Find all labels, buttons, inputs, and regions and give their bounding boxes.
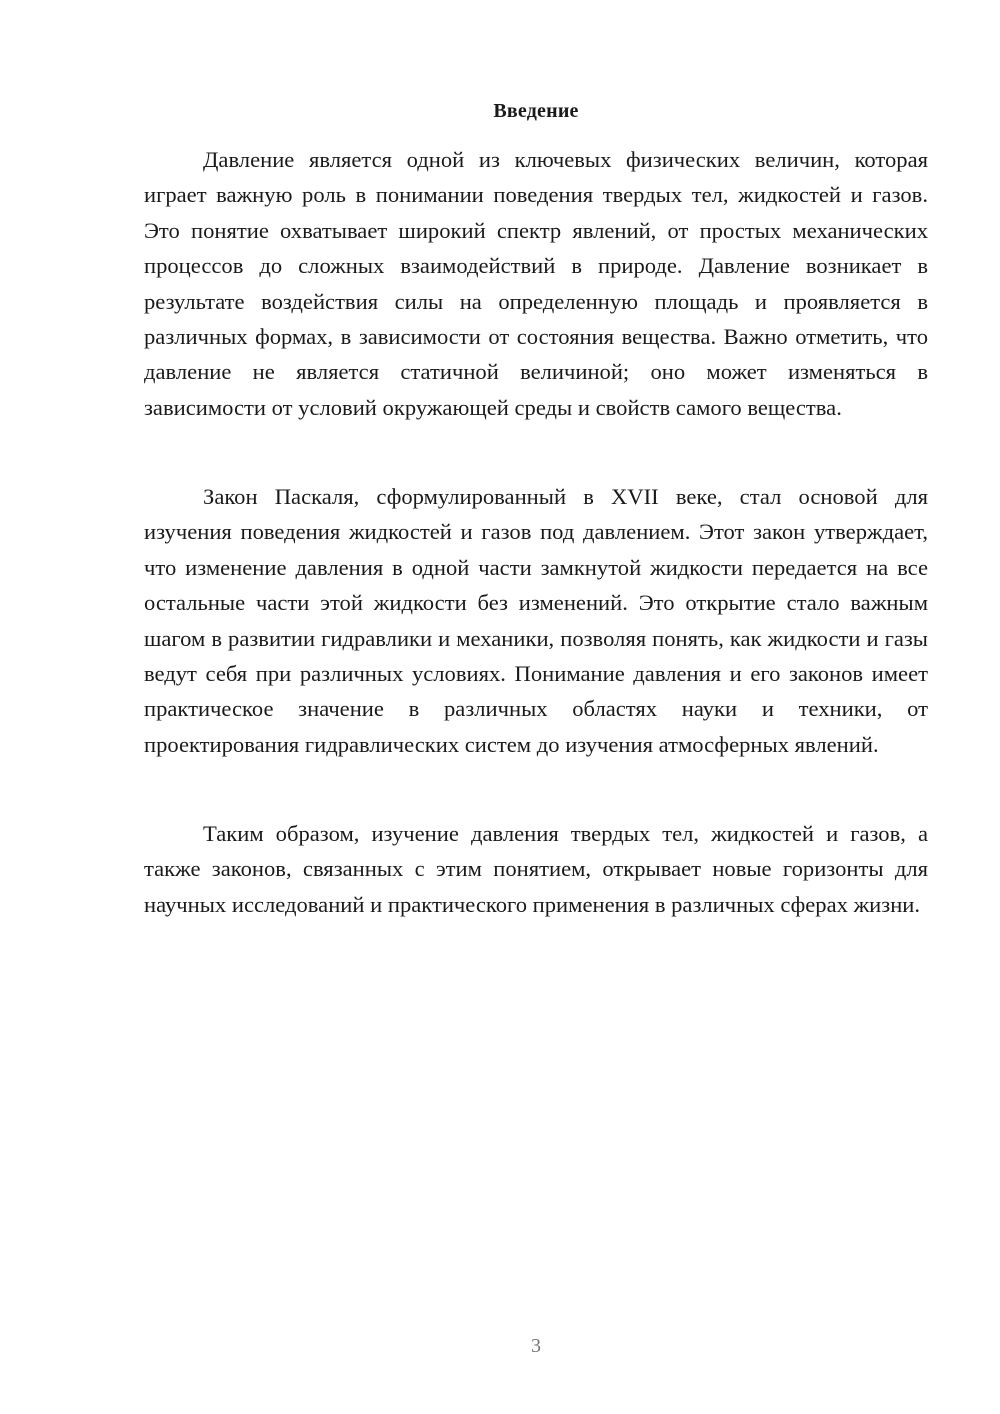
paragraph-conclusion: Таким образом, изучение давления твердых тел, жидкостей и газов, а также законов, связанных с этим понятием, открывает новые горизонты для научных исследований и практического применения в различных сферах жизни.: [144, 821, 928, 917]
page-number: 3: [531, 1335, 541, 1357]
section-heading: Введение: [493, 100, 579, 122]
paragraph-pascal-law: Закон Паскаля, сформулированный в XVII веке, стал основой для изучения поведения жидкостей и газов под давлением. Этот закон утверждает, что изменение давления в одной части замкнутой жидкости передается на все остальные части этой жидкости без изменений. Это открытие стало важным шагом в развитии гидравлики и механики, позволяя понять, как жидкости и газы ведут себя при различных условиях. Понимание давления и его законов имеет практическое значение в различных областях науки и техники, от проектирования гидравлических систем до изучения атмосферных явлений.: [144, 484, 928, 757]
paragraph-pressure-intro: Давление является одной из ключевых физических величин, которая играет важную роль в понимании поведения твердых тел, жидкостей и газов. Это понятие охватывает широкий спектр явлений, от простых механических процессов до сложных взаимодействий в природе. Давление возникает в результате воздействия силы на определенную площадь и проявляется в различных формах, в зависимости от состояния вещества. Важно отметить, что давление не является статичной величиной; оно может изменяться в зависимости от условий окружающей среды и свойств самого вещества.: [144, 147, 928, 420]
